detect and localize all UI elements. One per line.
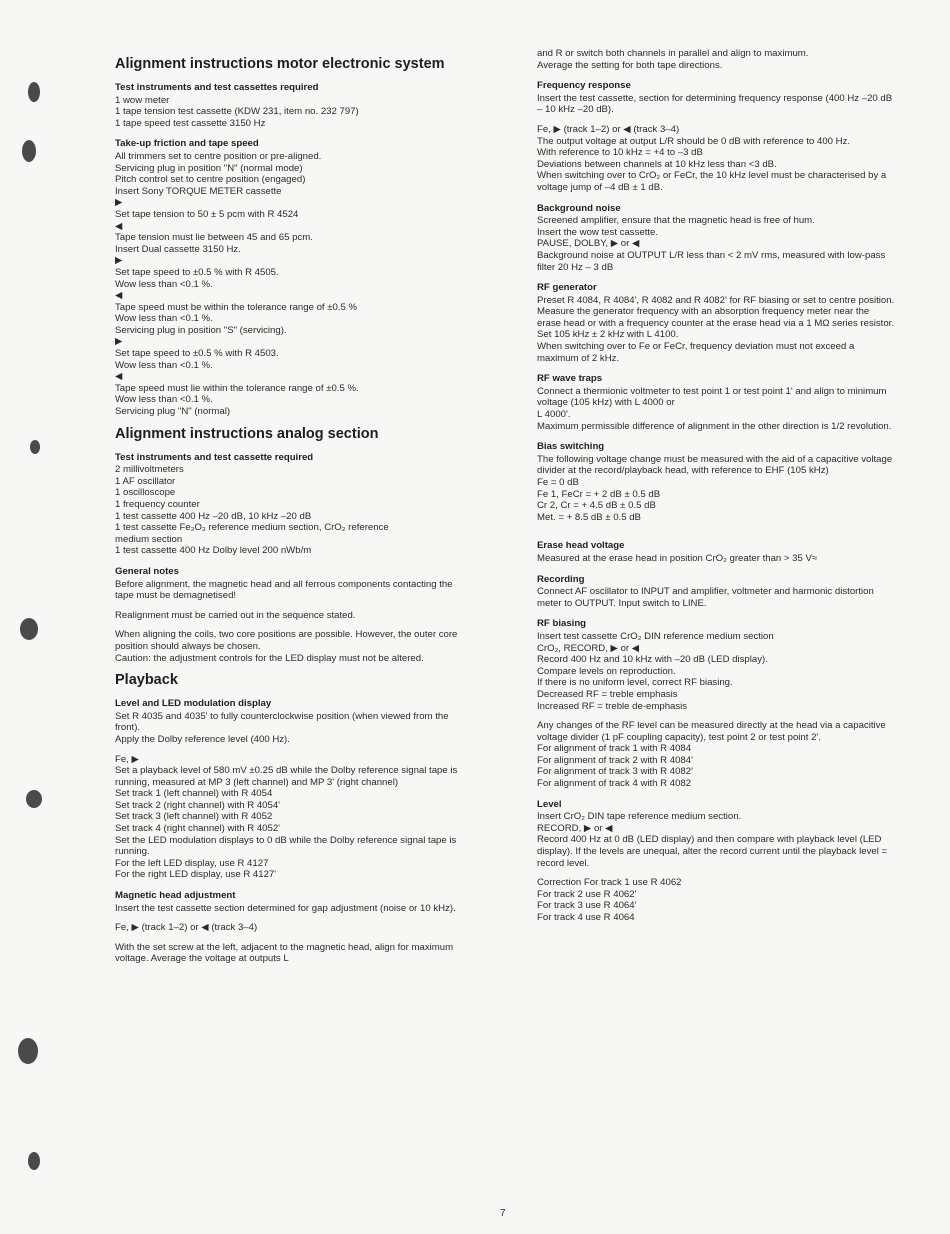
section-title: Alignment instructions motor electronic system — [115, 56, 445, 72]
paragraph: With the set screw at the left, adjacent to the magnetic head, align for maximum voltage. Average the voltage at outputs L — [115, 941, 454, 965]
paragraph-spacer — [537, 869, 895, 877]
subsection-heading: Bias switching — [537, 441, 605, 453]
subsection-heading: Recording — [537, 573, 585, 585]
paragraph: Realignment must be carried out in the sequence stated. — [115, 609, 356, 621]
binding-margin — [0, 0, 60, 1234]
paragraph: Insert the test cassette, section for determining frequency response (400 Hz –20 dB – 10 kHz –20 dB). — [537, 92, 893, 116]
paragraph-spacer — [537, 712, 895, 720]
subsection-heading: Test instruments and test cassette required — [115, 451, 314, 463]
subsection-heading: Test instruments and test cassettes required — [115, 82, 319, 93]
binding-hole — [20, 618, 38, 640]
paragraph-spacer — [537, 523, 895, 531]
binding-hole — [30, 440, 40, 454]
paragraph: Screened amplifier, ensure that the magnetic head is free of hum. Insert the wow test cassette. PAUSE, DOLBY, ▶ or ◀ Background noise at OUTPUT L/R less than < 2 mV rms, measured with low-pass filter 20 Hz – 3 dB — [537, 215, 886, 273]
paragraph: Insert the test cassette section determined for gap adjustment (noise or 10 kHz). — [115, 902, 456, 914]
subsection-heading: Background noise — [537, 202, 621, 214]
paragraph: Any changes of the RF level can be measured directly at the head via a capacitive voltage divider (1 pF coupling capacity), test point 2 or test point 2'. For alignment of track 1 with R 4084 For alignment of track 2 with R 4084' For alignment of track 3 with R 4082' For alignment of track 4 with R 4082 — [537, 720, 886, 790]
subsection-heading: RF biasing — [537, 618, 587, 630]
paragraph: Set R 4035 and 4035' to fully counterclockwise position (when viewed from the front). Apply the Dolby reference level (400 Hz). — [115, 710, 449, 745]
binding-hole — [28, 1152, 40, 1170]
subsection-heading: RF wave traps — [537, 373, 603, 385]
paragraph-spacer — [537, 116, 895, 124]
paragraph: All trimmers set to centre position or pre-aligned. Servicing plug in position "N" (normal mode) Pitch control set to centre position (engaged) Insert Sony TORQUE METER cassette ▶ Set tape tension to 50 ± 5 pcm with R 4524 ◀ Tape tension must lie between 45 and 65 pcm. Insert Dual cassette 3150 Hz. ▶ Set tape speed to ±0.5 % with R 4505. Wow less than <0.1 %. ◀ Tape speed must be within the tolerance range of ±0.5 % Wow less than <0.1 %. Servicing plug in position "S" (servicing). ▶ Set tape speed to ±0.5 % with R 4503. Wow less than <0.1 %. ◀ Tape speed must lie within the tolerance range of ±0.5 %. Wow less than <0.1 %. Servicing plug "N" (normal) — [115, 150, 359, 418]
subsection-heading: Magnetic head adjustment — [115, 890, 236, 902]
left-column — [115, 48, 472, 965]
page-number: 7 — [500, 1208, 506, 1219]
binding-hole — [28, 82, 40, 102]
paragraph: Correction For track 1 use R 4062 For track 2 use R 4062' For track 3 use R 4064' For track 4 use R 4064 — [537, 877, 682, 923]
paragraph: Insert test cassette CrO₂ DIN reference medium section CrO₂, RECORD, ▶ or ◀ Record 400 Hz and 10 kHz with –20 dB (LED display). Compare levels on reproduction. If there is no uniform level, correct RF biasing. Decreased RF = treble emphasis Increased RF = treble de-emphasis — [537, 630, 774, 712]
paragraph: Fe, ▶ (track 1–2) or ◀ (track 3–4) — [115, 922, 258, 934]
paragraph: When aligning the coils, two core positions are possible. However, the outer core position should always be chosen. Caution: the adjustment controls for the LED display must not be altered. — [115, 629, 458, 664]
right-column — [537, 48, 895, 924]
binding-hole — [18, 1038, 38, 1064]
binding-hole — [26, 790, 42, 808]
paragraph-spacer — [115, 602, 472, 610]
paragraph: and R or switch both channels in parallel and align to maximum. Average the setting for both tape directions. — [537, 48, 809, 71]
paragraph: Connect a thermionic voltmeter to test point 1 or test point 1' and align to minimum voltage (105 kHz) with L 4000 or L 4000'. Maximum permissible difference of alignment in the other direction is 1/2 revolution. — [537, 385, 892, 432]
paragraph: The following voltage change must be measured with the aid of a capacitive voltage divider at the record/playback head, with reference to EHF (105 kHz) Fe = 0 dB Fe 1, FeCr = + 2 dB ± 0.5 dB Cr 2, Cr = + 4.5 dB ± 0.5 dB Met. = + 8.5 dB ± 0.5 dB — [537, 453, 893, 523]
paragraph: Measured at the erase head in position CrO₂ greater than > 35 V≈ — [537, 552, 818, 564]
subsection-heading: Level and LED modulation display — [115, 698, 272, 710]
section-title: Playback — [115, 672, 178, 689]
paragraph-spacer — [115, 746, 472, 754]
subsection-heading: Take-up friction and tape speed — [115, 138, 259, 150]
section-title: Alignment instructions analog section — [115, 425, 379, 442]
binding-hole — [22, 140, 36, 162]
paragraph: Fe, ▶ (track 1–2) or ◀ (track 3–4) The output voltage at output L/R should be 0 dB with reference to 400 Hz. With reference to 10 kHz = +4 to –3 dB Deviations between channels at 10 kHz less than <3 dB. When switching over to CrO₂ or FeCr, the 10 kHz level must be characterised by a voltage jump of –4 dB ± 1 dB. — [537, 123, 887, 193]
paragraph: Connect AF oscillator to INPUT and amplifier, voltmeter and harmonic distortion meter to OUTPUT. Input switch to LINE. — [537, 586, 874, 609]
paragraph: Insert CrO₂ DIN tape reference medium section. RECORD, ▶ or ◀ Record 400 Hz at 0 dB (LED display) and then compare with playback level (LED display). If the levels are unequal, alter the record current until the playback level = record level. — [537, 811, 888, 869]
paragraph: 1 wow meter 1 tape tension test cassette (KDW 231, item no. 232 797) 1 tape speed test cassette 3150 Hz — [115, 94, 359, 129]
paragraph-spacer — [115, 934, 472, 942]
paragraph: 2 millivoltmeters 1 AF oscillator 1 oscilloscope 1 frequency counter 1 test cassette 400 Hz –20 dB, 10 kHz –20 dB 1 test cassette Fe₂O₃ reference medium section, CrO₂ reference medium section 1 test cassette 400 Hz Dolby level 200 nWb/m — [115, 464, 389, 557]
subsection-heading: Level — [537, 798, 562, 810]
paragraph-spacer — [115, 621, 472, 629]
subsection-heading: Frequency response — [537, 80, 631, 92]
subsection-heading: Erase head voltage — [537, 540, 625, 552]
paragraph: Preset R 4084, R 4084', R 4082 and R 4082' for RF biasing or set to centre position. Measure the generator frequency with an absorption frequency meter near the erase head or with a frequency counter at the erase head via a 1 MΩ series resistor. Set 105 kHz ± 2 kHz with L 4100. When switching over to Fe or FeCr, frequency deviation must not exceed a maximum of 2 kHz. — [537, 294, 895, 364]
subsection-heading: General notes — [115, 565, 179, 577]
paragraph-spacer — [115, 914, 472, 922]
subsection-heading: RF generator — [537, 282, 597, 294]
paragraph: Fe, ▶ Set a playback level of 580 mV ±0.25 dB while the Dolby reference signal tape is running, measured at MP 3 (left channel) and MP 3' (right channel) Set track 1 (left channel) with R 4054 Set track 2 (right channel) with R 4054' Set track 3 (left channel) with R 4052 Set track 4 (right channel) with R 4052' Set the LED modulation displays to 0 dB while the Dolby reference signal tape is running. For the left LED display, use R 4127 For the right LED display, use R 4127' — [115, 753, 458, 881]
paragraph: Before alignment, the magnetic head and all ferrous components contacting the tape must be demagnetised! — [115, 578, 453, 602]
